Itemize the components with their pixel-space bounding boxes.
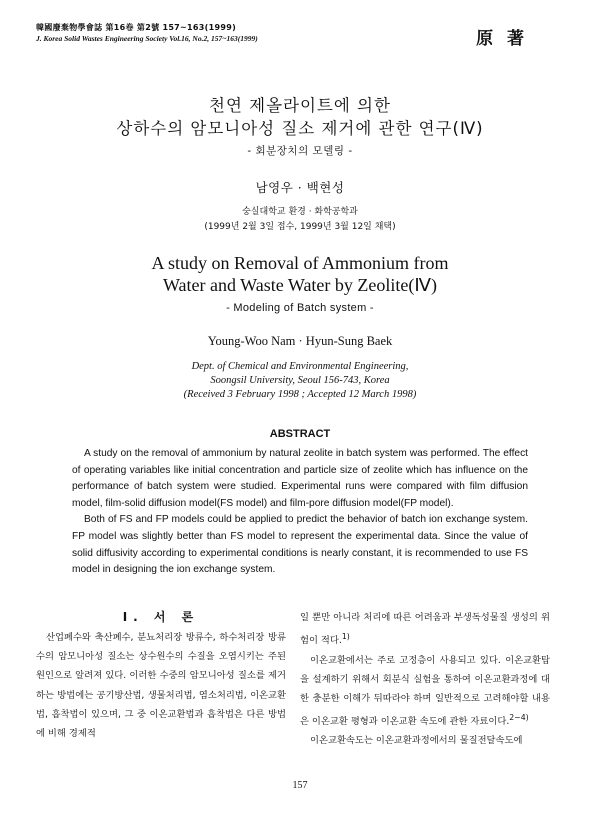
page-number: 157 <box>292 780 308 791</box>
english-received-dates: (Received 3 February 1998 ; Accepted 12 March 1998) <box>183 389 417 400</box>
article-type-badge: 原 著 <box>476 29 528 49</box>
english-title-line-2: Water and Waste Water by Zeolite(Ⅳ) <box>163 275 437 295</box>
korean-title-line-1: 천연 제올라이트에 의한 <box>209 96 391 115</box>
abstract-body <box>72 446 528 579</box>
korean-title-line-2: 상하수의 암모니아성 질소 제거에 관한 연구(Ⅳ) <box>116 119 484 138</box>
intro-paragraph-1-continued-text: 일 뿐만 아니라 처리에 따른 어려움과 부생독성물질 생성의 위험이 적다. <box>300 612 550 647</box>
intro-paragraph-1-continued <box>300 608 550 651</box>
introduction-heading: Ⅰ. 서 론 <box>122 610 200 624</box>
korean-authors: 남영우 · 백현성 <box>255 180 345 195</box>
english-authors: Young-Woo Nam · Hyun-Sung Baek <box>207 334 393 348</box>
korean-affiliation: 숭실대학교 환경 · 화학공학과 <box>242 207 358 217</box>
left-column <box>36 628 286 743</box>
journal-header-korean: 韓國廢棄物學會誌 第16卷 第2號 157~163(1999) <box>36 23 237 32</box>
english-subtitle: - Modeling of Batch system - <box>226 302 374 314</box>
korean-subtitle: - 회분장치의 모델링 - <box>247 145 353 157</box>
citation-ref-1: 1) <box>341 632 350 642</box>
korean-received-dates: (1999년 2월 3일 접수, 1999년 3월 12일 채택) <box>204 222 396 232</box>
english-title-line-1: A study on Removal of Ammonium from <box>151 253 449 273</box>
intro-paragraph-3: 이온교환속도는 이온교환과정에서의 물질전달속도에 <box>310 735 523 747</box>
english-affiliation-line-2: Soongsil University, Seoul 156-743, Korea <box>210 375 390 386</box>
intro-paragraph-2-text: 이온교환에서는 주로 고정층이 사용되고 있다. 이온교환탑을 설계하기 위해서 회분식 실험을 통하여 이온교환과정에 대한 충분한 이해가 뒤따라야 하며 일반적으로 고려해야할 내용은 이온교환 평형과 이온교환 속도에 관한 자료이다. <box>300 654 550 728</box>
intro-paragraph-1: 산업폐수와 축산폐수, 분뇨처리장 방류수, 하수처리장 방류수의 암모니아성 질소는 상수원수의 수질을 오염시키는 주된 원인으로 알려져 있다. 이러한 수중의 암모니아성 질소를 제거하는 방법에는 공기방산법, 생물처리법, 염소처리법, 이온교환법, 흡착법이 있으며, 그 중 이온교환법과 흡착법은 다른 방법에 비해 경제적 <box>36 632 286 740</box>
abstract-paragraph-2: Both of FS and FP models could be applied to predict the behavior of batch ion exchange system. FP model was slightly better than FS model to represent the experimental data. Since the value of solid diffusivity according to experimental conditions is nearly constant, it is recommended to use FS model in designing the ion exchange system. <box>72 514 528 576</box>
citation-ref-2-4: 2~4) <box>509 713 529 723</box>
abstract-heading: ABSTRACT <box>269 428 331 440</box>
journal-header-english: J. Korea Solid Wastes Engineering Society Vol.16, No.2, 157~163(1999) <box>36 34 258 43</box>
intro-paragraph-2 <box>300 651 550 732</box>
abstract-paragraph-1: A study on the removal of ammonium by natural zeolite in batch system was performed. The effect of operating variables like initial concentration and particle size of zeolite which has influence on the performance of batch system were studied. Experimental runs were compared with film diffusion model, film-solid diffusion model(FS model) and film-pore diffusion model(FP model). <box>72 448 528 509</box>
right-column <box>300 608 550 751</box>
english-affiliation-line-1: Dept. of Chemical and Environmental Engineering, <box>191 361 409 372</box>
